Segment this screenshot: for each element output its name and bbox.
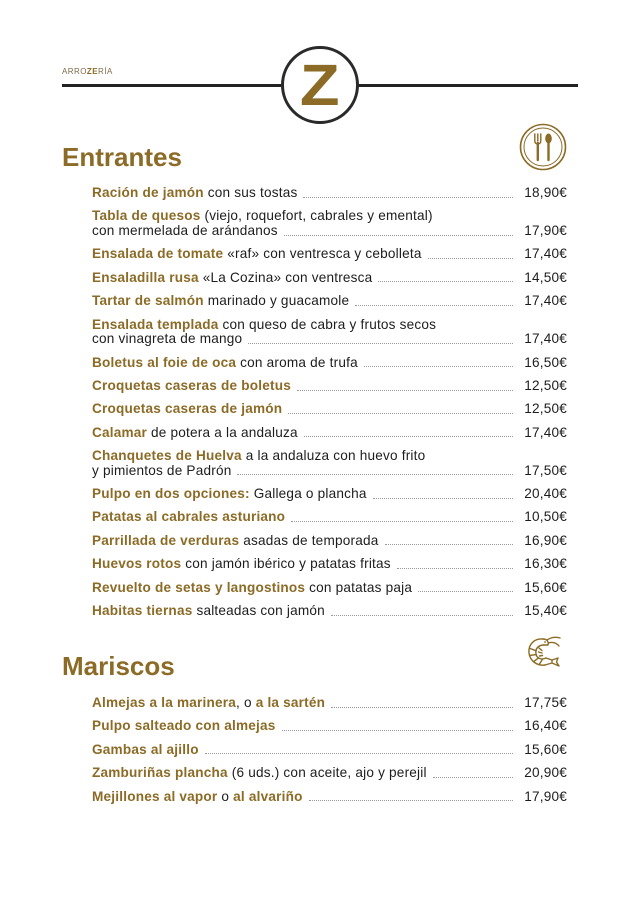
item-price: 15,60€ xyxy=(524,579,567,595)
menu-item-row xyxy=(92,696,567,711)
dot-leader xyxy=(288,413,513,414)
menu-item xyxy=(92,487,567,502)
item-price: 17,75€ xyxy=(524,695,567,710)
item-description: Gallega o plancha xyxy=(249,486,367,502)
item-price: 17,40€ xyxy=(524,331,567,347)
item-text xyxy=(92,557,391,572)
dot-leader xyxy=(331,615,513,616)
item-text xyxy=(92,402,282,417)
dot-leader xyxy=(331,707,513,708)
menu-item-row xyxy=(92,790,567,805)
item-text xyxy=(92,534,379,549)
brand-prefix: ARRO xyxy=(62,67,87,76)
item-name: Tabla de quesos xyxy=(92,208,201,224)
item-name: Parrillada de verduras xyxy=(92,532,240,548)
menu-item xyxy=(92,209,567,238)
menu-item xyxy=(92,604,567,619)
item-name: Revuelto de setas y langostinos xyxy=(92,579,306,595)
item-price: 12,50€ xyxy=(524,377,567,393)
item-name: Mejillones al vapor xyxy=(92,788,218,804)
item-price: 14,50€ xyxy=(524,269,567,285)
menu-item xyxy=(92,402,567,417)
item-price: 17,40€ xyxy=(524,246,567,262)
menu-item xyxy=(92,510,567,525)
spoon-shape xyxy=(545,134,552,161)
menu-item-row xyxy=(92,487,567,502)
dot-leader xyxy=(284,235,513,236)
menu-item-row xyxy=(92,604,567,619)
item-description: salteadas con jamón xyxy=(192,603,325,619)
item-description: asadas de temporada xyxy=(239,532,379,548)
item-description: a la andaluza con huevo frito xyxy=(241,448,426,464)
menu-item-row xyxy=(92,766,567,781)
item-text xyxy=(92,510,285,525)
logo-letter: Z xyxy=(300,53,340,118)
menu-item xyxy=(92,790,567,805)
menu-item-row xyxy=(92,294,567,309)
menu-item xyxy=(92,294,567,309)
item-description: (viejo, roquefort, cabrales y emental) xyxy=(200,208,433,224)
menu-item-row xyxy=(92,426,567,441)
item-name: Tartar de salmón xyxy=(92,293,204,309)
item-name: Croquetas caseras de jamón xyxy=(92,401,283,417)
shrimp-eye xyxy=(544,641,546,643)
item-text xyxy=(92,449,425,464)
item-price: 15,60€ xyxy=(524,741,567,757)
dot-leader xyxy=(433,777,514,778)
item-text xyxy=(92,294,349,309)
menu-item xyxy=(92,581,567,596)
menu-item xyxy=(92,271,567,286)
item-text xyxy=(92,766,427,781)
item-name: Gambas al ajillo xyxy=(92,741,199,757)
menu-item xyxy=(92,766,567,781)
item-name: Habitas tiernas xyxy=(92,603,193,619)
menu-item-row xyxy=(92,186,567,201)
item-text xyxy=(92,581,412,596)
item-text xyxy=(92,790,303,805)
item-text xyxy=(92,247,422,262)
item-name: Calamar xyxy=(92,424,148,440)
dot-leader xyxy=(385,544,514,545)
item-price: 10,50€ xyxy=(524,509,567,525)
section-title-entrantes: Entrantes xyxy=(62,142,182,172)
menu-item xyxy=(92,449,567,478)
item-price: 15,40€ xyxy=(524,603,567,619)
menu-item-row xyxy=(92,449,567,464)
dot-leader xyxy=(428,258,514,259)
brand-wordmark xyxy=(62,68,113,76)
item-name: Pulpo salteado con almejas xyxy=(92,718,276,734)
dot-leader xyxy=(297,390,513,391)
brand-highlight: ZE xyxy=(86,67,99,76)
menu-item-row xyxy=(92,332,567,347)
brand-suffix: RÍA xyxy=(98,67,113,76)
item-name: Almejas a la marinera xyxy=(92,695,236,710)
item-text xyxy=(92,426,298,441)
dot-leader xyxy=(309,800,514,801)
menu-item xyxy=(92,696,567,711)
menu-item-row xyxy=(92,534,567,549)
item-description: «raf» con ventresca y cebolleta xyxy=(223,246,422,262)
item-description-line2: y pimientos de Padrón xyxy=(92,462,232,478)
item-price: 12,50€ xyxy=(524,401,567,417)
item-price: 17,90€ xyxy=(524,222,567,238)
item-text xyxy=(92,186,297,201)
item-name: Ensalada de tomate xyxy=(92,246,224,262)
menu-item xyxy=(92,719,567,734)
item-price: 16,50€ xyxy=(524,354,567,370)
dot-leader xyxy=(378,281,513,282)
dot-leader xyxy=(418,591,513,592)
item-text xyxy=(92,696,325,711)
item-description: (6 uds.) con aceite, ajo y perejil xyxy=(227,765,427,781)
menu-item-row xyxy=(92,247,567,262)
item-price: 16,40€ xyxy=(524,718,567,734)
item-name: Chanquetes de Huelva xyxy=(92,448,242,464)
menu-item-row xyxy=(92,209,567,224)
item-text xyxy=(92,379,291,394)
dot-leader xyxy=(282,730,514,731)
fork-shape xyxy=(535,134,541,160)
item-name: Ración de jamón xyxy=(92,185,204,200)
menu-item-row xyxy=(92,356,567,371)
entrantes-list xyxy=(92,186,567,627)
menu-item-row xyxy=(92,719,567,734)
item-price: 17,50€ xyxy=(524,462,567,478)
mariscos-list xyxy=(92,696,567,813)
item-name: Ensalada templada xyxy=(92,316,219,332)
menu-item-row xyxy=(92,224,567,239)
menu-item-row xyxy=(92,402,567,417)
dot-leader xyxy=(304,436,513,437)
item-description: o xyxy=(217,788,234,804)
item-price: 17,90€ xyxy=(524,788,567,804)
item-description: con aroma de trufa xyxy=(236,354,358,370)
item-description: marinado y guacamole xyxy=(203,293,350,309)
menu-item-row xyxy=(92,557,567,572)
item-price: 18,90€ xyxy=(524,185,567,200)
logo xyxy=(281,46,359,124)
item-price: 17,40€ xyxy=(524,293,567,309)
item-price: 20,40€ xyxy=(524,486,567,502)
item-description: con jamón ibérico y patatas fritas xyxy=(181,556,391,572)
item-name: Boletus al foie de oca xyxy=(92,354,237,370)
item-text xyxy=(92,318,436,333)
dot-leader xyxy=(205,753,514,754)
menu-item-row xyxy=(92,318,567,333)
item-description: , o xyxy=(236,695,256,710)
dot-leader xyxy=(373,498,514,499)
item-name: Croquetas caseras de boletus xyxy=(92,377,292,393)
menu-item xyxy=(92,534,567,549)
item-text xyxy=(92,487,367,502)
shrimp-icon xyxy=(523,632,563,672)
menu-item-row xyxy=(92,510,567,525)
menu-item-row xyxy=(92,464,567,479)
menu-item xyxy=(92,426,567,441)
menu-item xyxy=(92,743,567,758)
item-text xyxy=(92,719,276,734)
menu-item xyxy=(92,557,567,572)
item-description: con patatas paja xyxy=(305,579,413,595)
item-price: 16,30€ xyxy=(524,556,567,572)
item-price: 20,90€ xyxy=(524,765,567,781)
item-description: con queso de cabra y frutos secos xyxy=(218,316,437,332)
item-text xyxy=(92,743,199,758)
menu-item xyxy=(92,318,567,347)
section-title-mariscos: Mariscos xyxy=(62,651,175,681)
item-text xyxy=(92,604,325,619)
menu-item-row xyxy=(92,743,567,758)
dot-leader xyxy=(397,568,513,569)
item-description: «La Cozina» con ventresca xyxy=(198,269,373,285)
menu-item xyxy=(92,186,567,201)
item-name: Huevos rotos xyxy=(92,556,182,572)
menu-item xyxy=(92,356,567,371)
item-name: Zamburiñas plancha xyxy=(92,765,228,781)
dot-leader xyxy=(364,366,513,367)
menu-item-row xyxy=(92,379,567,394)
dot-leader xyxy=(303,197,513,198)
item-name: Pulpo en dos opciones: xyxy=(92,486,250,502)
fork-spoon-icon xyxy=(519,123,567,171)
item-text xyxy=(92,271,372,286)
item-text xyxy=(92,356,358,371)
menu-item xyxy=(92,247,567,262)
dot-leader xyxy=(291,521,513,522)
item-description-line2: con mermelada de arándanos xyxy=(92,222,278,238)
item-description-line2: con vinagreta de mango xyxy=(92,331,243,347)
item-text xyxy=(92,209,433,224)
item-description: de potera a la andaluza xyxy=(147,424,298,440)
menu-item xyxy=(92,379,567,394)
icon-rings xyxy=(521,125,566,170)
dot-leader xyxy=(355,305,513,306)
item-description: con sus tostas xyxy=(203,185,298,200)
item-name: Ensaladilla rusa xyxy=(92,269,199,285)
menu-item-row xyxy=(92,271,567,286)
menu-item-row xyxy=(92,581,567,596)
dot-leader xyxy=(237,474,513,475)
item-name-alt: a la sartén xyxy=(255,695,326,710)
item-name-alt: al alvariño xyxy=(233,788,303,804)
dot-leader xyxy=(248,343,513,344)
item-price: 16,90€ xyxy=(524,532,567,548)
item-price: 17,40€ xyxy=(524,424,567,440)
item-name: Patatas al cabrales asturiano xyxy=(92,509,286,525)
